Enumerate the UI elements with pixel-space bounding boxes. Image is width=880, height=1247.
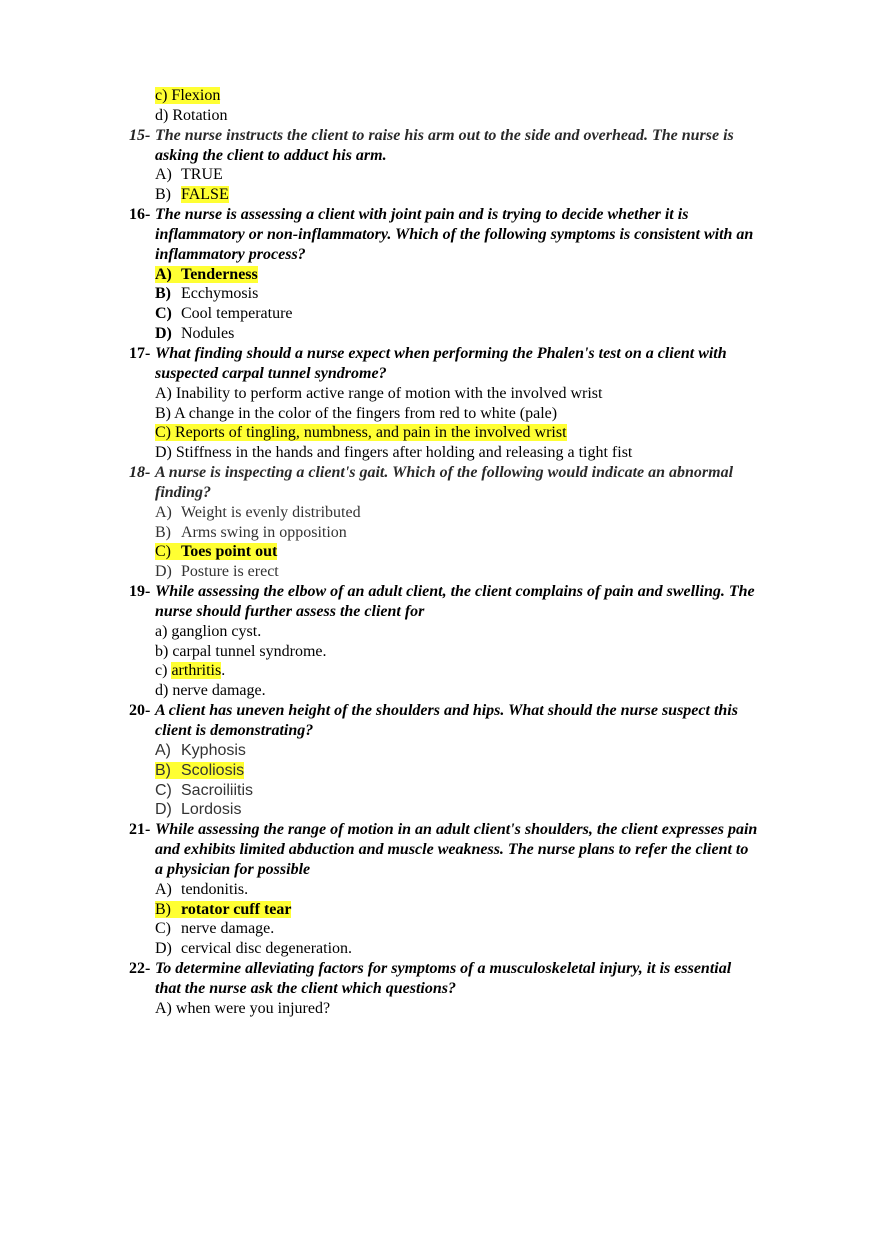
answer-highlight: arthritis [171,662,222,680]
option-line: A) Inability to perform active range of motion with the involved wrist [155,384,603,402]
question-text-line: suspected carpal tunnel syndrome? [155,364,387,382]
answer-highlight: A) Tenderness [155,265,258,283]
question-text-line: and exhibits limited abduction and muscle weakness. The nurse plans to refer the client to [155,841,749,859]
question-text-line: nurse should further assess the client for [155,602,425,620]
question-18 [0,463,880,483]
question-number: 18- [129,464,151,482]
option-line: d) Rotation [155,106,228,124]
answer-highlight: B) rotator cuff tear [155,900,292,918]
question-number: 15- [129,126,151,144]
question-20 [0,701,880,721]
option-line: A) when were you injured? [155,999,331,1017]
option-line [0,542,880,562]
option-line: C) Sacroiliitis [155,781,254,799]
option-line: D) Stiffness in the hands and fingers after holding and releasing a tight fist [155,444,633,462]
question-text-line: inflammatory process? [155,245,306,263]
question-text-line: inflammatory or non-inflammatory. Which of the following symptoms is consistent with an [155,225,754,243]
answer-highlight: FALSE [181,186,229,204]
question-text: A client has uneven height of the shoulders and hips. What should the nurse suspect this [155,702,738,720]
question-text-line: that the nurse ask the client which questions? [155,979,456,997]
question-number: 16- [129,206,151,224]
option-line: B) Ecchymosis [155,285,259,303]
option-line [0,761,880,781]
option-line [0,265,880,285]
question-text-line: finding? [155,483,212,501]
option-line: A) Weight is evenly distributed [155,503,361,521]
question-16 [0,205,880,225]
option-line: A) TRUE [155,166,223,184]
option-line: C) nerve damage. [155,920,275,938]
option-line [0,86,880,106]
option-line: C) Cool temperature [155,305,293,323]
question-number: 20- [129,702,151,720]
question-text-line: client is demonstrating? [155,722,314,739]
option-line: A) tendonitis. [155,880,249,898]
question-22 [0,959,880,979]
question-text-line: asking the client to adduct his arm. [155,146,387,164]
question-21 [0,820,880,840]
question-text: The nurse instructs the client to raise his arm out to the side and overhead. The nurse is [155,126,734,144]
question-17 [0,344,880,364]
question-19 [0,582,880,602]
option-line [0,423,880,443]
answer-highlight: B) Scoliosis [155,761,245,779]
option-line: D) Nodules [155,325,235,343]
option-line: D) Posture is erect [155,563,279,581]
question-15 [0,126,880,146]
question-text: A nurse is inspecting a client's gait. Which of the following would indicate an abnormal [155,464,734,482]
question-text: While assessing the elbow of an adult client, the client complains of pain and swelling. The [155,583,755,601]
question-text: To determine alleviating factors for symptoms of a musculoskeletal injury, it is essential [155,960,732,978]
question-number: 17- [129,344,151,362]
option-line: c) arthritis. [155,662,226,680]
question-number: 21- [129,821,151,839]
option-line: A) Kyphosis [155,741,246,759]
question-text: The nurse is assessing a client with joint pain and is trying to decide whether it is [155,206,689,224]
question-number: 22- [129,960,151,978]
option-line [0,900,880,920]
answer-highlight: C) Reports of tingling, numbness, and pain in the involved wrist [155,424,567,442]
document-page [0,86,880,1019]
answer-highlight: c) Flexion [155,87,221,104]
answer-highlight: C) Toes point out [155,543,278,561]
option-line: D) cervical disc degeneration. [155,940,353,958]
question-text-line: a physician for possible [155,860,311,878]
option-line: a) ganglion cyst. [155,622,262,640]
option-line: D) Lordosis [155,801,242,819]
option-line: B) Arms swing in opposition [155,523,347,541]
question-text: What finding should a nurse expect when performing the Phalen's test on a client with [155,344,727,362]
question-text: While assessing the range of motion in an adult client's shoulders, the client expresses pain [155,821,758,839]
option-line: b) carpal tunnel syndrome. [155,642,327,660]
option-line: d) nerve damage. [155,682,266,700]
option-line: B) A change in the color of the fingers from red to white (pale) [155,404,558,422]
option-line: B) FALSE [155,186,229,204]
question-number: 19- [129,583,151,601]
